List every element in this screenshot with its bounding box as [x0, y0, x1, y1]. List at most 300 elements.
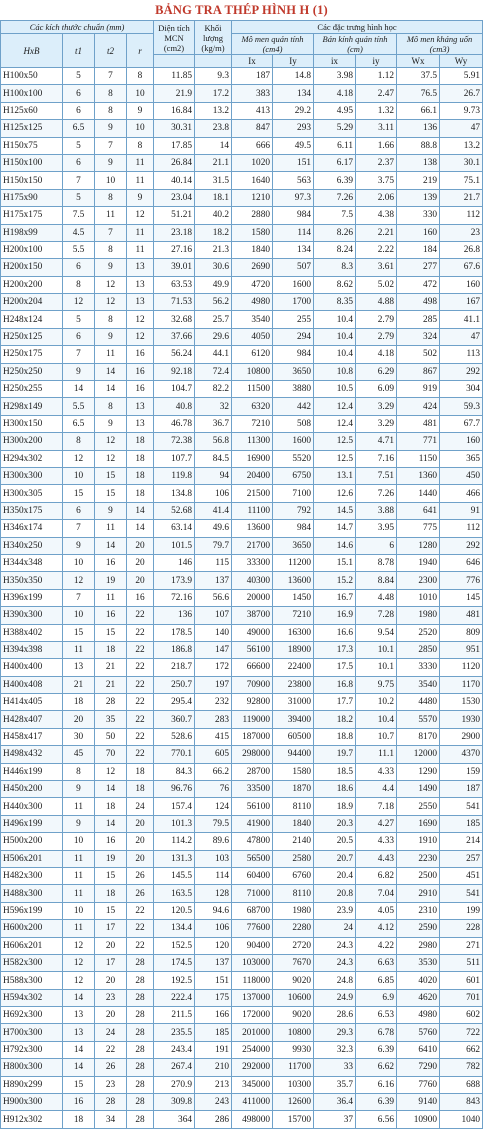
cell-weight: 120: [195, 937, 232, 954]
cell-weight: 210: [195, 1059, 232, 1076]
cell-section: H250x250: [1, 363, 63, 380]
cell-t2: 24: [95, 1024, 127, 1041]
cell-iy-radius: 2.79: [356, 311, 397, 328]
cell-iy-inertia: 563: [273, 172, 314, 189]
cell-section: H125x125: [1, 120, 63, 137]
table-row: [1, 572, 483, 589]
cell-iy-inertia: 134: [273, 241, 314, 258]
cell-area: 17.85: [154, 137, 195, 154]
cell-ix-radius: 17.3: [314, 641, 356, 658]
cell-iy-inertia: 1700: [273, 294, 314, 311]
table-row: [1, 207, 483, 224]
cell-ix-inertia: 6120: [232, 346, 273, 363]
cell-ix-inertia: 2880: [232, 207, 273, 224]
cell-t2: 9: [95, 120, 127, 137]
cell-area: 270.9: [154, 1076, 195, 1093]
table-row: [1, 728, 483, 745]
cell-weight: 13.2: [195, 102, 232, 119]
cell-ix-inertia: 254000: [232, 1041, 273, 1058]
cell-section: H428x407: [1, 711, 63, 728]
cell-iy-radius: 6.29: [356, 363, 397, 380]
cell-ix-radius: 12.5: [314, 450, 356, 467]
cell-section: H346x174: [1, 520, 63, 537]
cell-iy-inertia: 9930: [273, 1041, 314, 1058]
weight-header: Khối lượng (kg/m): [195, 21, 232, 55]
cell-wy: 2900: [440, 728, 483, 745]
cell-iy-radius: 6.39: [356, 1094, 397, 1111]
cell-wx: 3530: [397, 954, 440, 971]
cell-r: 20: [127, 537, 154, 554]
cell-ix-radius: 16.7: [314, 589, 356, 606]
cell-iy-radius: 7.04: [356, 885, 397, 902]
cell-t1: 9: [63, 815, 95, 832]
cell-ix-radius: 19.7: [314, 746, 356, 763]
cell-t2: 14: [95, 815, 127, 832]
cell-t1: 13: [63, 1007, 95, 1024]
cell-wx: 1690: [397, 815, 440, 832]
cell-r: 22: [127, 694, 154, 711]
cell-ix-inertia: 92800: [232, 694, 273, 711]
cell-wx: 4480: [397, 694, 440, 711]
cell-wy: 1170: [440, 676, 483, 693]
cell-iy-inertia: 11200: [273, 554, 314, 571]
cell-ix-radius: 37: [314, 1111, 356, 1128]
cell-ix-inertia: 21700: [232, 537, 273, 554]
cell-weight: 82.2: [195, 381, 232, 398]
cell-t1: 5.5: [63, 241, 95, 258]
cell-iy-radius: 4.33: [356, 833, 397, 850]
cell-t2: 19: [95, 850, 127, 867]
cell-iy-radius: 7.28: [356, 607, 397, 624]
cell-area: 39.01: [154, 259, 195, 276]
cell-iy-inertia: 3650: [273, 537, 314, 554]
cell-ix-inertia: 21500: [232, 485, 273, 502]
cell-iy-radius: 5.02: [356, 276, 397, 293]
cell-t2: 15: [95, 867, 127, 884]
cell-ix-inertia: 383: [232, 85, 273, 102]
cell-ix-radius: 28.6: [314, 1007, 356, 1024]
cell-iy-inertia: 984: [273, 207, 314, 224]
cell-section: H900x300: [1, 1094, 63, 1111]
cell-t1: 7: [63, 172, 95, 189]
cell-t2: 8: [95, 398, 127, 415]
cell-section: H350x175: [1, 502, 63, 519]
cell-iy-inertia: 97.3: [273, 189, 314, 206]
cell-ix-inertia: 16900: [232, 450, 273, 467]
cell-wy: 26.7: [440, 85, 483, 102]
cell-ix-radius: 3.98: [314, 68, 356, 85]
cell-section: H394x398: [1, 641, 63, 658]
cell-iy-inertia: 5520: [273, 450, 314, 467]
cell-area: 40.8: [154, 398, 195, 415]
cell-iy-radius: 2.37: [356, 154, 397, 171]
cell-area: 309.8: [154, 1094, 195, 1111]
cell-t1: 18: [63, 694, 95, 711]
cell-area: 63.53: [154, 276, 195, 293]
table-row: [1, 328, 483, 345]
cell-t1: 14: [63, 1041, 95, 1058]
cell-iy-radius: 1.32: [356, 102, 397, 119]
cell-weight: 17.2: [195, 85, 232, 102]
cell-section: H700x300: [1, 1024, 63, 1041]
cell-iy-radius: 2.47: [356, 85, 397, 102]
cell-t2: 11: [95, 589, 127, 606]
cell-weight: 166: [195, 1007, 232, 1024]
table-row: [1, 1059, 483, 1076]
cell-ix-inertia: 666: [232, 137, 273, 154]
cell-section: H350x350: [1, 572, 63, 589]
cell-iy-radius: 6.39: [356, 1041, 397, 1058]
cell-wx: 37.5: [397, 68, 440, 85]
cell-wx: 138: [397, 154, 440, 171]
table-row: [1, 485, 483, 502]
cell-area: 218.7: [154, 659, 195, 676]
cell-iy-radius: 3.88: [356, 502, 397, 519]
table-row: [1, 833, 483, 850]
cell-ix-inertia: 6320: [232, 398, 273, 415]
cell-ix-radius: 18.6: [314, 781, 356, 798]
cell-area: 157.4: [154, 798, 195, 815]
cell-section: H588x300: [1, 972, 63, 989]
cell-t2: 9: [95, 259, 127, 276]
cell-iy-radius: 1.12: [356, 68, 397, 85]
cell-weight: 9.3: [195, 68, 232, 85]
cell-r: 22: [127, 920, 154, 937]
weight-blank-header: [195, 55, 232, 68]
cell-ix-radius: 24.8: [314, 972, 356, 989]
cell-area: 84.3: [154, 763, 195, 780]
cell-section: H388x402: [1, 624, 63, 641]
cell-weight: 106: [195, 485, 232, 502]
cell-wy: 466: [440, 485, 483, 502]
cell-section: H400x400: [1, 659, 63, 676]
cell-area: 23.04: [154, 189, 195, 206]
cell-wx: 2300: [397, 572, 440, 589]
cell-r: 13: [127, 415, 154, 432]
cell-wx: 1940: [397, 554, 440, 571]
cell-ix-inertia: 10800: [232, 363, 273, 380]
cell-section: H300x150: [1, 415, 63, 432]
cell-iy-inertia: 1600: [273, 276, 314, 293]
cell-iy-inertia: 151: [273, 154, 314, 171]
table-row: [1, 537, 483, 554]
cell-ix-radius: 17.7: [314, 694, 356, 711]
cell-t1: 45: [63, 746, 95, 763]
cell-section: H500x200: [1, 833, 63, 850]
cell-area: 32.68: [154, 311, 195, 328]
cell-iy-inertia: 12600: [273, 1094, 314, 1111]
cell-ix-radius: 8.26: [314, 224, 356, 241]
cell-iy-radius: 10.7: [356, 728, 397, 745]
cell-ix-radius: 18.5: [314, 763, 356, 780]
cell-t1: 6: [63, 259, 95, 276]
cell-weight: 25.7: [195, 311, 232, 328]
cell-section: H344x348: [1, 554, 63, 571]
dims-group-header: Các kích thước chuẩn (mm): [1, 21, 154, 34]
cell-area: 16.84: [154, 102, 195, 119]
cell-wx: 919: [397, 381, 440, 398]
cell-ix-radius: 13.1: [314, 467, 356, 484]
cell-weight: 72.4: [195, 363, 232, 380]
cell-wx: 285: [397, 311, 440, 328]
cell-ix-inertia: 103000: [232, 954, 273, 971]
cell-ix-radius: 7.5: [314, 207, 356, 224]
table-row: [1, 259, 483, 276]
cell-ix-inertia: 70900: [232, 676, 273, 693]
table-row: [1, 798, 483, 815]
cell-ix-inertia: 847: [232, 120, 273, 137]
cell-t2: 14: [95, 781, 127, 798]
table-row: [1, 346, 483, 363]
cell-wx: 2520: [397, 624, 440, 641]
cell-wy: 776: [440, 572, 483, 589]
cell-wy: 541: [440, 798, 483, 815]
cell-iy-radius: 4.22: [356, 937, 397, 954]
cell-weight: 40.2: [195, 207, 232, 224]
cell-t2: 14: [95, 381, 127, 398]
cell-r: 28: [127, 989, 154, 1006]
cell-r: 16: [127, 381, 154, 398]
cell-iy-inertia: 49.5: [273, 137, 314, 154]
cell-area: 178.5: [154, 624, 195, 641]
cell-section: H446x199: [1, 763, 63, 780]
cell-iy-radius: 7.26: [356, 485, 397, 502]
cell-ix-radius: 16.9: [314, 607, 356, 624]
area-header: Diện tích MCN (cm2): [154, 21, 195, 55]
cell-r: 28: [127, 954, 154, 971]
cell-iy-inertia: 6750: [273, 467, 314, 484]
cell-t2: 28: [95, 1094, 127, 1111]
cell-t1: 12: [63, 294, 95, 311]
cell-wy: 843: [440, 1094, 483, 1111]
cell-weight: 137: [195, 572, 232, 589]
cell-weight: 151: [195, 972, 232, 989]
cell-t1: 11: [63, 641, 95, 658]
cell-iy-radius: 6.63: [356, 954, 397, 971]
cell-iy-radius: 11.1: [356, 746, 397, 763]
cell-weight: 106: [195, 920, 232, 937]
cell-ix-radius: 8.35: [314, 294, 356, 311]
table-row: [1, 781, 483, 798]
cell-t2: 26: [95, 1059, 127, 1076]
cell-section: H594x302: [1, 989, 63, 1006]
cell-area: 163.5: [154, 885, 195, 902]
cell-wy: 481: [440, 607, 483, 624]
cell-wy: 292: [440, 537, 483, 554]
cell-weight: 147: [195, 641, 232, 658]
cell-weight: 283: [195, 711, 232, 728]
cell-weight: 84.5: [195, 450, 232, 467]
cell-iy-radius: 3.29: [356, 415, 397, 432]
cell-wy: 59.3: [440, 398, 483, 415]
cell-iy-inertia: 6760: [273, 867, 314, 884]
cell-weight: 94.6: [195, 902, 232, 919]
table-row: [1, 902, 483, 919]
cell-wx: 88.8: [397, 137, 440, 154]
cell-iy-radius: 2.21: [356, 224, 397, 241]
cell-iy-radius: 10.4: [356, 711, 397, 728]
cell-wy: 722: [440, 1024, 483, 1041]
cell-r: 12: [127, 328, 154, 345]
cell-iy-radius: 1.66: [356, 137, 397, 154]
cell-iy-inertia: 60500: [273, 728, 314, 745]
cell-iy-inertia: 10300: [273, 1076, 314, 1093]
cell-ix-radius: 35.7: [314, 1076, 356, 1093]
table-row: [1, 1111, 483, 1128]
cell-wx: 2550: [397, 798, 440, 815]
cell-t2: 18: [95, 798, 127, 815]
cell-ix-inertia: 187000: [232, 728, 273, 745]
cell-iy-inertia: 294: [273, 328, 314, 345]
cell-ix-radius: 12.4: [314, 415, 356, 432]
cell-area: 72.38: [154, 433, 195, 450]
cell-wy: 187: [440, 781, 483, 798]
cell-section: H298x149: [1, 398, 63, 415]
cell-iy-radius: 4.05: [356, 902, 397, 919]
cell-t2: 8: [95, 102, 127, 119]
cell-section: H582x300: [1, 954, 63, 971]
cell-wx: 481: [397, 415, 440, 432]
cell-wx: 10900: [397, 1111, 440, 1128]
cell-r: 22: [127, 746, 154, 763]
cell-ix-inertia: 56500: [232, 850, 273, 867]
cell-weight: 56.8: [195, 433, 232, 450]
cell-iy-inertia: 7210: [273, 607, 314, 624]
cell-r: 8: [127, 68, 154, 85]
cell-wy: 450: [440, 467, 483, 484]
cell-section: H596x199: [1, 902, 63, 919]
cell-ix-radius: 4.18: [314, 85, 356, 102]
cell-section: H450x200: [1, 781, 63, 798]
cell-ix-radius: 20.5: [314, 833, 356, 850]
table-row: [1, 937, 483, 954]
cell-r: 18: [127, 485, 154, 502]
cell-iy-inertia: 442: [273, 398, 314, 415]
cell-ix-radius: 14.7: [314, 520, 356, 537]
cell-wx: 7290: [397, 1059, 440, 1076]
cell-t2: 21: [95, 659, 127, 676]
cell-section: H300x200: [1, 433, 63, 450]
table-row: [1, 398, 483, 415]
cell-wy: 13.2: [440, 137, 483, 154]
cell-section: H488x300: [1, 885, 63, 902]
cell-wx: 136: [397, 120, 440, 137]
cell-wy: 951: [440, 641, 483, 658]
table-title: BẢNG TRA THÉP HÌNH H (1): [155, 3, 328, 17]
cell-t1: 21: [63, 676, 95, 693]
cell-t2: 12: [95, 433, 127, 450]
cell-ix-inertia: 33500: [232, 781, 273, 798]
cell-t1: 12: [63, 572, 95, 589]
cell-iy-inertia: 1580: [273, 763, 314, 780]
cell-ix-radius: 5.29: [314, 120, 356, 137]
cell-t2: 12: [95, 276, 127, 293]
cell-t1: 6: [63, 328, 95, 345]
cell-t1: 8: [63, 433, 95, 450]
cell-wy: 257: [440, 850, 483, 867]
col-ix-inertia-header: Ix: [232, 55, 273, 68]
cell-wx: 1440: [397, 485, 440, 502]
cell-iy-inertia: 31000: [273, 694, 314, 711]
cell-section: H250x125: [1, 328, 63, 345]
cell-weight: 29.6: [195, 328, 232, 345]
cell-wy: 199: [440, 902, 483, 919]
cell-iy-radius: 8.78: [356, 554, 397, 571]
cell-area: 152.5: [154, 937, 195, 954]
cell-wy: 47: [440, 120, 483, 137]
cell-iy-radius: 10.1: [356, 641, 397, 658]
cell-iy-radius: 4.88: [356, 294, 397, 311]
cell-area: 104.7: [154, 381, 195, 398]
cell-iy-inertia: 11700: [273, 1059, 314, 1076]
cell-t2: 12: [95, 763, 127, 780]
cell-ix-radius: 8.3: [314, 259, 356, 276]
cell-r: 28: [127, 1111, 154, 1128]
cell-ix-inertia: 4050: [232, 328, 273, 345]
cell-wy: 160: [440, 276, 483, 293]
cell-area: 101.3: [154, 815, 195, 832]
cell-iy-inertia: 18900: [273, 641, 314, 658]
table-row: [1, 450, 483, 467]
cell-ix-radius: 10.4: [314, 346, 356, 363]
cell-ix-inertia: 411000: [232, 1094, 273, 1111]
cell-ix-radius: 33: [314, 1059, 356, 1076]
cell-section: H396x199: [1, 589, 63, 606]
cell-iy-inertia: 13600: [273, 572, 314, 589]
cell-t1: 7: [63, 589, 95, 606]
cell-weight: 79.7: [195, 537, 232, 554]
cell-area: 528.6: [154, 728, 195, 745]
table-row: [1, 172, 483, 189]
table-row: [1, 433, 483, 450]
cell-ix-radius: 20.4: [314, 867, 356, 884]
cell-area: 134.8: [154, 485, 195, 502]
cell-weight: 94: [195, 467, 232, 484]
table-row: [1, 554, 483, 571]
table-row: [1, 1094, 483, 1111]
cell-area: 107.7: [154, 450, 195, 467]
cell-ix-inertia: 345000: [232, 1076, 273, 1093]
cell-ix-inertia: 119000: [232, 711, 273, 728]
cell-wy: 292: [440, 363, 483, 380]
cell-ix-inertia: 298000: [232, 746, 273, 763]
cell-ix-inertia: 172000: [232, 1007, 273, 1024]
cell-weight: 21.1: [195, 154, 232, 171]
cell-area: 136: [154, 607, 195, 624]
cell-iy-inertia: 1450: [273, 589, 314, 606]
cell-area: 96.76: [154, 781, 195, 798]
cell-t1: 30: [63, 728, 95, 745]
cell-r: 13: [127, 294, 154, 311]
cell-section: H300x305: [1, 485, 63, 502]
cell-ix-radius: 7.26: [314, 189, 356, 206]
cell-r: 22: [127, 728, 154, 745]
cell-wy: 75.1: [440, 172, 483, 189]
cell-section: H150x75: [1, 137, 63, 154]
cell-wy: 1930: [440, 711, 483, 728]
table-row: [1, 189, 483, 206]
cell-r: 28: [127, 1076, 154, 1093]
cell-section: H506x201: [1, 850, 63, 867]
cell-r: 20: [127, 815, 154, 832]
cell-r: 11: [127, 154, 154, 171]
cell-section: H300x300: [1, 467, 63, 484]
cell-weight: 286: [195, 1111, 232, 1128]
cell-r: 14: [127, 502, 154, 519]
cell-wx: 502: [397, 346, 440, 363]
cell-wx: 2910: [397, 885, 440, 902]
cell-iy-inertia: 255: [273, 311, 314, 328]
